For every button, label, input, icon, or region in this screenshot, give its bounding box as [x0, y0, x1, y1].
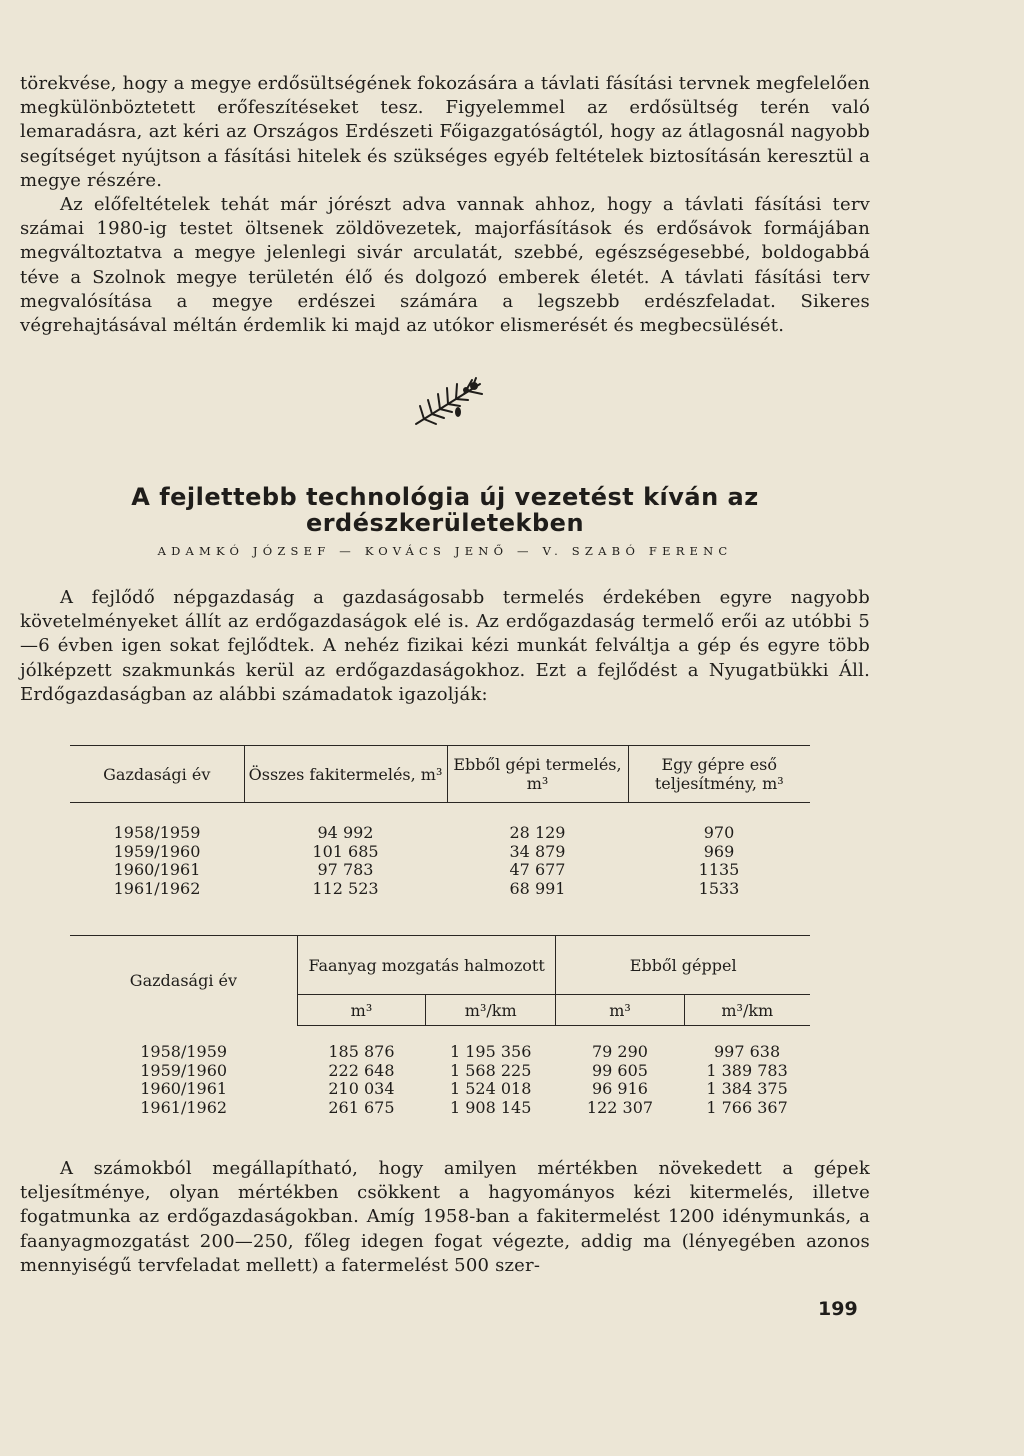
cell-year: 1960/1961: [140, 1079, 228, 1098]
cell-m3-km: 1 908 145: [449, 1097, 532, 1117]
table-row: [70, 1080, 810, 1099]
table-row: [70, 1026, 810, 1062]
cell-m3: 210 034: [328, 1079, 395, 1098]
table-header-row: [70, 746, 810, 803]
cell-m3: 185 876: [328, 1042, 395, 1061]
header-year: Gazdasági év: [70, 746, 244, 803]
intro-paragraph-1: törekvése, hogy a megye erdősültségének fokozására a távlati fásítási tervnek megfelelően megkülönböztetett erőfeszítéseket tesz. Figyelemmel az erdősültség terén való lemaradásra, azt kéri az Országos Erdészeti Főigazgatóságtól, hogy az átlagosnál nagyobb segítséget nyújtson a fásítási hitelek és szükséges egyéb feltételek biztosításán keresztül a megye részére.: [20, 73, 870, 191]
header-movement: Faanyag mozgatás halmozott: [297, 936, 556, 995]
intro-paragraphs: [20, 72, 870, 338]
subheader-machine-m3-km: m³/km: [684, 995, 810, 1026]
cell-m3: 261 675: [328, 1097, 395, 1117]
table-header-row: [70, 936, 810, 995]
article-paragraph-1: [20, 586, 870, 707]
article-paragraph-1-text: A fejlődő népgazdaság a gazdaságosabb termelés érdekében egyre nagyobb követelményeket állít az erdőgazdaságok elé is. Az erdőgazdaság termelő erői az utóbbi 5—6 évben igen sokat fejlődtek. A nehéz fizikai kézi munkát felváltja a gép és egyre több jólképzett szakmunkás kerül az erdőgazdaságokhoz. Ezt a fejlődést a Nyugatbükki Áll. Erdőgazdaságban az alábbi számadatok igazolják:: [20, 587, 870, 705]
table-row: [70, 880, 810, 899]
table-row: [70, 1062, 810, 1081]
cell-m3: 222 648: [328, 1060, 395, 1080]
cell-m3-km: 1 524 018: [449, 1079, 532, 1098]
cell-per-machine: 1135: [698, 860, 740, 879]
cell-year: 1959/1960: [140, 1060, 228, 1080]
cell-year: 1959/1960: [113, 841, 201, 861]
cell-year: 1958/1959: [140, 1041, 228, 1061]
header-by-machine: Ebből géppel: [556, 936, 810, 995]
header-per-machine: Egy gépre eső teljesítmény, m³: [628, 746, 810, 803]
subheader-m3-km: m³/km: [426, 995, 556, 1026]
header-machine-logging: Ebből gépi termelés, m³: [447, 746, 628, 803]
table-row: [70, 1099, 810, 1118]
cell-machine: 28 129: [509, 823, 566, 842]
cell-m3-km: 1 568 225: [449, 1060, 532, 1080]
cell-per-machine: 969: [703, 841, 735, 861]
cell-m3-km: 1 195 356: [449, 1042, 532, 1061]
cell-machine-m3: 79 290: [591, 1042, 648, 1061]
cell-machine-m3-km: 1 384 375: [706, 1079, 788, 1098]
cell-machine: 34 879: [509, 841, 566, 861]
cell-machine-m3: 99 605: [591, 1060, 648, 1080]
subheader-m3: m³: [297, 995, 425, 1026]
cell-per-machine: 970: [703, 823, 735, 842]
cell-total: 94 992: [317, 823, 374, 842]
cell-per-machine: 1533: [698, 878, 740, 898]
intro-paragraph-2: Az előfeltételek tehát már jórészt adva vannak ahhoz, hogy a távlati fásítási terv számai 1980-ig testet öltsenek zöldövezetek, majorfásítások és erdősávok formájában megváltoztatva a megye jelenlegi sivár arculatát, szebbé, egészségesebbé, boldogabbá téve a Szolnok megye területén élő és dolgozó emberek életét. A távlati fásítási terv megvalósítása a megye erdészei számára a legszebb erdészfeladat. Sikeres végrehajtásával méltán érdemlik ki majd az utókor elismerését és megbecsülését.: [20, 194, 870, 337]
article-paragraph-2-text: A számokból megállapítható, hogy amilyen mértékben növekedett a gépek teljesítménye, olyan mértékben csökkent a hagyományos kézi kitermelés, illetve fogatmunka az erdőgazdaságokban. Amíg 1958-ban a fakitermelést 1200 idénymunkás, a faanyagmozgatást 200—250, főleg idegen fogat végezte, addig ma (lényegében azonos mennyiségű tervfeladat mellett) a fatermelést 500 szer-: [20, 1158, 870, 1276]
cell-total: 97 783: [317, 860, 374, 879]
table-row: [70, 843, 810, 862]
cell-machine-m3-km: 997 638: [713, 1042, 781, 1061]
header-total-logging: Összes fakitermelés, m³: [244, 746, 447, 803]
table-row: [70, 803, 810, 843]
pine-branch-icon: [410, 376, 490, 432]
page-number: 199: [818, 1298, 858, 1320]
cell-machine-m3-km: 1 389 783: [706, 1060, 788, 1080]
subheader-machine-m3: m³: [556, 995, 684, 1026]
cell-year: 1961/1962: [113, 878, 201, 898]
cell-machine: 47 677: [509, 860, 566, 879]
cell-machine-m3: 122 307: [586, 1097, 654, 1117]
logging-table: [70, 745, 810, 898]
cell-year: 1960/1961: [113, 860, 201, 879]
cell-total: 112 523: [312, 878, 379, 898]
cell-year: 1961/1962: [140, 1097, 228, 1117]
cell-total: 101 685: [312, 841, 379, 861]
cell-machine: 68 991: [509, 878, 566, 898]
material-movement-table: [70, 935, 810, 1117]
header-year: Gazdasági év: [70, 936, 297, 1026]
article-authors: ADAMKÓ JÓZSEF — KOVÁCS JENŐ — V. SZABÓ FERENC: [157, 544, 733, 558]
table-row: [70, 861, 810, 880]
cell-machine-m3: 96 916: [591, 1079, 648, 1098]
article-title: A fejlettebb technológia új vezetést kíván az erdészkerületekben: [131, 483, 759, 537]
article-paragraph-2: [20, 1157, 870, 1278]
cell-year: 1958/1959: [113, 823, 201, 842]
cell-machine-m3-km: 1 766 367: [706, 1097, 788, 1117]
